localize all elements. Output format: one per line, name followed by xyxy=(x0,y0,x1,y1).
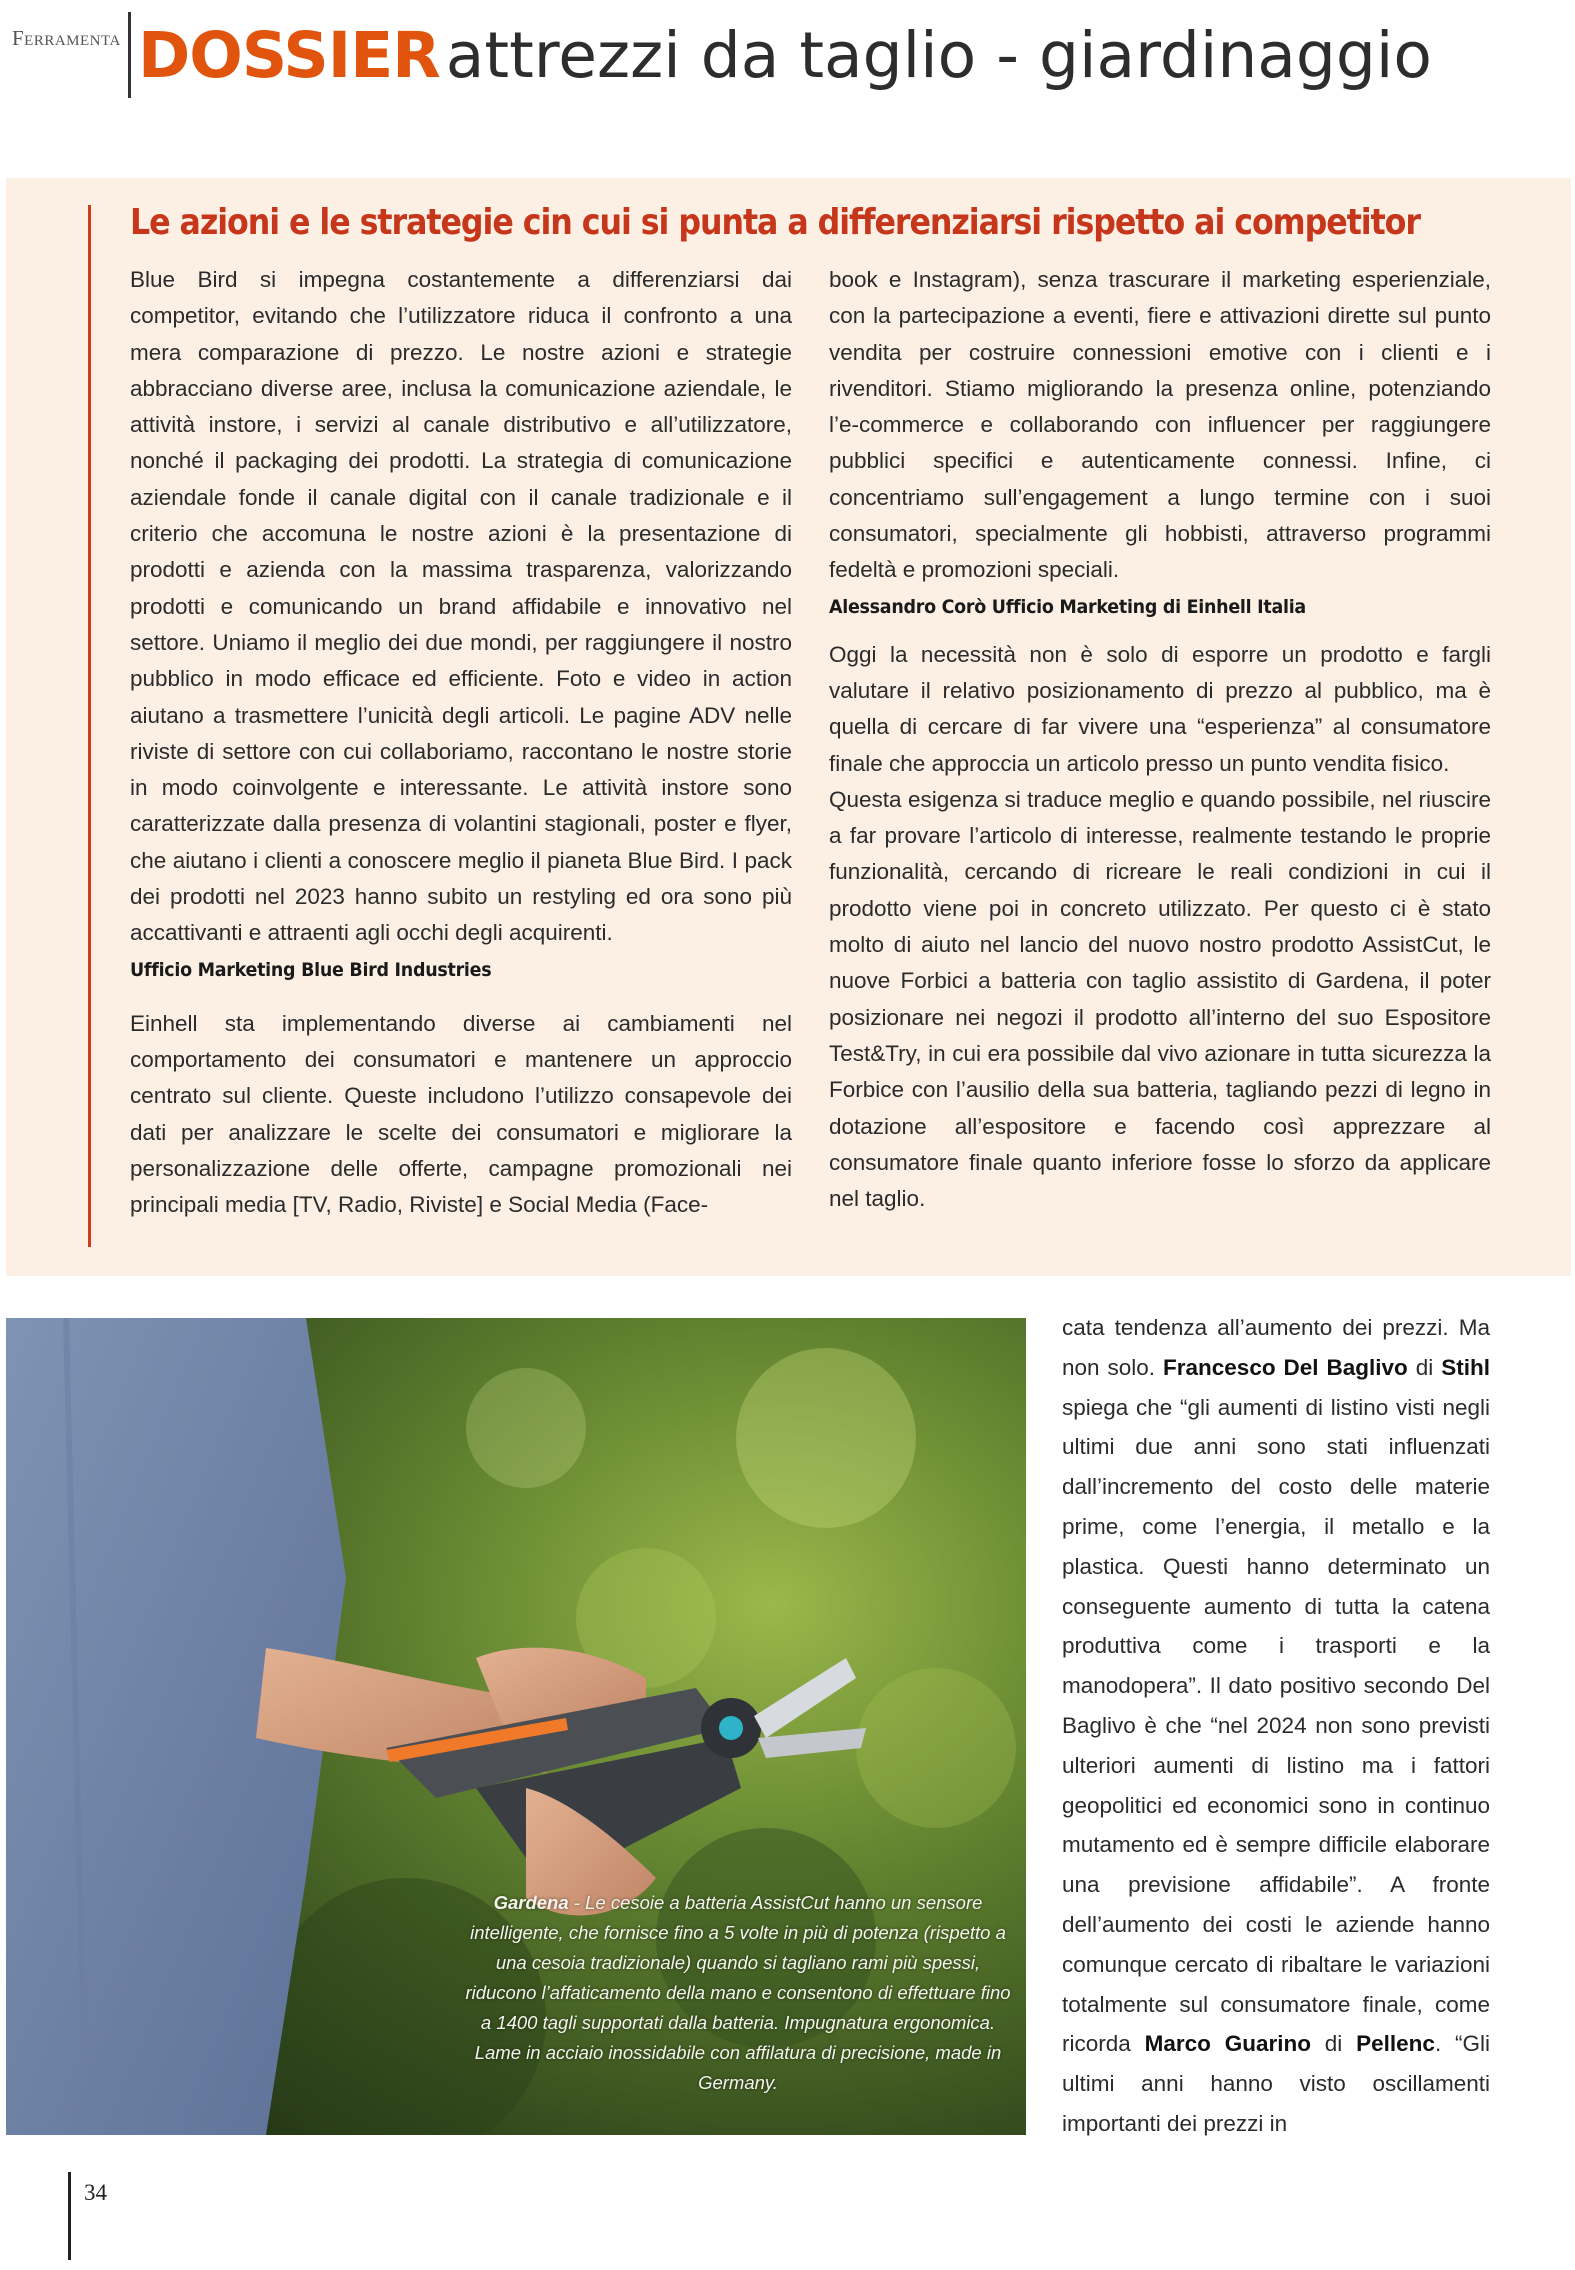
person-marco-guarino: Marco Guarino xyxy=(1144,2031,1311,2057)
caption-brand: Gardena xyxy=(493,1892,569,1913)
page-title xyxy=(138,19,1432,92)
photo-caption xyxy=(460,1888,1016,2098)
company-pellenc: Pellenc xyxy=(1356,2031,1435,2057)
header-divider xyxy=(128,12,131,98)
gardena-paragraph-1: Oggi la necessità non è solo di esporre un prodotto e fargli valutare il relativo posizionamento di prezzo al pubblico, ma è quella di cercare di far vivere una “esperienza” al consumatore finale che approccia un articolo presso un punto vendita fisico. xyxy=(829,641,1491,776)
side-paragraph xyxy=(1062,1308,1490,2144)
gardena-paragraph-2: Questa esigenza si traduce meglio e quando possibile, nel riuscire a far provare l’articolo di interesse, realmente testando le proprie funzionalità, cercando di ricreare le reali condizioni in cui il prodotto viene poi in concreto utilizzato. Per questo ci è stato molto di aiuto nel lancio del nuovo nostro prodotto AssistCut, le nuove Forbici a batteria con taglio assistito di Gardena, il poter posizionare nei negozi il prodotto all’interno del suo Espositore Test&Try, in cui era possibile dal vivo azionare in tutta sicurezza la Forbice con l’ausilio della sua batteria, tagliando pezzi di legno in dotazione all’espositore e facendo così apprezzare al consumatore finale quanto inferiore fosse lo sforzo da applicare nel taglio. xyxy=(829,786,1491,1212)
page-number: 34 xyxy=(84,2180,107,2205)
person-francesco-del-baglivo: Francesco Del Baglivo xyxy=(1163,1354,1408,1380)
side-text: di xyxy=(1407,1354,1442,1380)
feature-column-left xyxy=(130,262,792,1223)
company-stihl: Stihl xyxy=(1441,1354,1490,1380)
footer-rule xyxy=(68,2172,71,2260)
magazine-logo: Ferramenta xyxy=(12,26,121,50)
section-label: DOSSIER xyxy=(138,19,440,92)
side-text: . “Gli ultimi anni hanno visto oscillamenti importanti dei prezzi in xyxy=(1062,2031,1491,2136)
einhell-paragraph: Einhell sta implementando diverse ai cambiamenti nel comportamento dei consumatori e mantenere un approccio centrato sul cliente. Queste includono l’utilizzo consapevole dei dati per analizzare le scelte dei consumatori e migliorare la personalizzazione delle offerte, campagne promozionali nei principali media [TV, Radio, Riviste] e Social Media (Face- xyxy=(130,1010,792,1218)
einhell-paragraph-continued: book e Instagram), senza trascurare il marketing esperienziale, con la partecipazione a eventi, fiere e attivazioni dirette sul punto vendita per costruire connessioni emotive con i clienti e i rivenditori. Stiamo migliorando la presenza online, potenziando l’e-commerce e collaborando con influencer per raggiungere pubblici specifici e autenticamente connessi. Infine, ci concentriamo sull’engagement a lungo termine con i suoi consumatori, specialmente gli hobbisti, attraverso programmi fedeltà e promozioni speciali. xyxy=(829,267,1491,583)
blue-bird-paragraph: Blue Bird si impegna costantemente a differenziarsi dai competitor, evitando che l’utilizzatore riduca il confronto a una mera comparazione di prezzo. Le nostre azioni e strategie abbracciano diverse aree, inclusa la comunicazione aziendale, le attività instore, i servizi al canale distributivo e all’utilizzatore, nonché il packaging dei prodotti. La strategia di comunicazione aziendale fonde il canale digital con il canale tradizionale e il criterio che accomuna le nostre azioni è la presentazione di prodotti e azienda con la massima trasparenza, valorizzando prodotti e comunicando un brand affidabile e innovativo nel settore. Uniamo il meglio dei due mondi, per raggiungere il nostro pubblico in modo efficace ed efficiente. Foto e video in action aiutano a trasmettere l’unicità degli articoli. Le pagine ADV nelle riviste di settore con cui collaboriamo, raccontano le nostre storie in modo coinvolgente e interessante. Le attività instore sono caratterizzate dalla presenza di volantini stagionali, poster e flyer, che aiutano i clienti a conoscere meglio il pianeta Blue Bird. I pack dei prodotti nel 2023 hanno subito un restyling ed ora sono più accattivanti e attraenti agli occhi degli acquirenti. xyxy=(130,267,792,946)
article-column-side xyxy=(1062,1308,1490,2144)
feature-box-rule xyxy=(88,205,91,1247)
feature-column-right xyxy=(829,262,1491,1217)
signature-einhell: Alessandro Corò Ufficio Marketing di Einhell Italia xyxy=(829,595,1306,618)
side-text: cata tendenza all’aumento dei prezzi. Ma non solo. xyxy=(1062,1315,1490,1380)
side-text: di xyxy=(1310,2031,1357,2057)
signature-blue-bird: Ufficio Marketing Blue Bird Industries xyxy=(130,958,492,981)
caption-text: - Le cesoie a batteria AssistCut hanno un sensore intelligente, che fornisce fino a 5 volte in più di potenza (rispetto a una cesoia tradizionale) quando si tagliano rami più spessi, riducono l’affaticamento della mano e consentono di effettuare fino a 1400 tagli supportati dalla batteria. Impugnatura ergonomica. Lame in acciaio inossidabile con affilatura di precisione, made in Germany. xyxy=(465,1892,1011,2093)
side-text: spiega che “gli aumenti di listino visti negli ultimi due anni sono stati influenzati dall’incremento del costo delle materie prime, come l’energia, il metallo e la plastica. Questi hanno determinato un conseguente aumento di tutta la catena produttiva come i trasporti e la manodopera”. Il dato positivo secondo Del Baglivo è che “nel 2024 non sono previsti ulteriori aumenti di listino ma i fattori geopolitici ed economici sono in continuo mutamento ed è sempre difficile elaborare una previsione affidabile”. A fronte dell’aumento dei costi le aziende hanno comunque cercato di ribaltare le variazioni totalmente sul consumatore finale, come ricorda xyxy=(1062,1394,1490,2057)
title-text: attrezzi da taglio - giardinaggio xyxy=(445,19,1432,92)
feature-heading: Le azioni e le strategie cin cui si punta a differenziarsi rispetto ai competitor xyxy=(130,202,1420,243)
